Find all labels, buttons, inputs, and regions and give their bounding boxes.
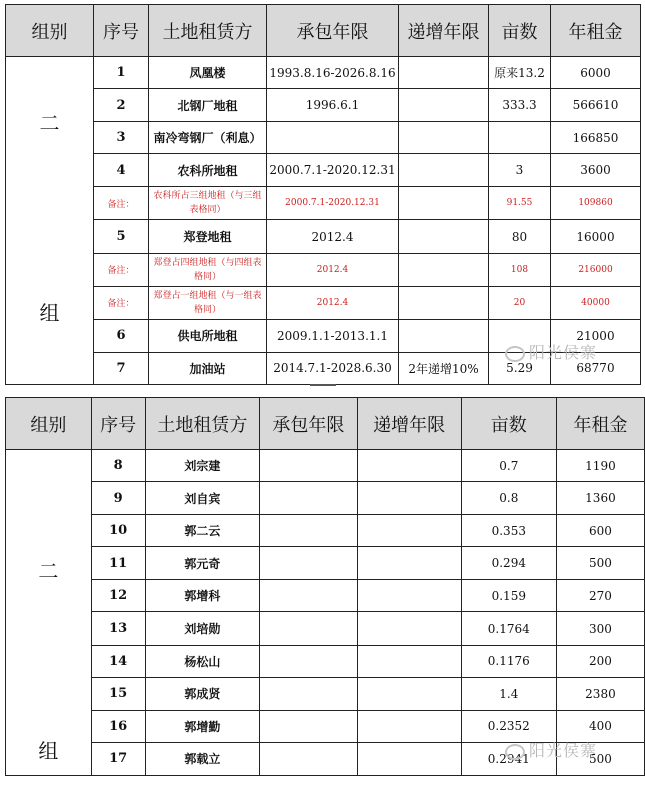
increase-term [357, 515, 461, 547]
row-number: 14 [91, 645, 145, 677]
table-header-row [6, 5, 641, 57]
annual-rent: 166850 [551, 122, 641, 154]
tenant-name: 刘宗建 [145, 450, 260, 482]
table-row [6, 220, 641, 253]
increase-term [399, 253, 489, 286]
land-lease-table-2 [5, 397, 645, 776]
column-header: 递增年限 [399, 5, 489, 57]
lease-term [260, 612, 357, 645]
column-header: 序号 [94, 5, 149, 57]
lease-term [260, 710, 357, 742]
increase-term [399, 89, 489, 122]
area-mu: 0.7 [461, 450, 556, 482]
annual-rent: 6000 [551, 57, 641, 89]
group-label-top: 二 [38, 559, 59, 583]
lease-term [260, 645, 357, 677]
area-mu: 原来13.2 [489, 57, 551, 89]
area-mu: 0.2352 [461, 710, 556, 742]
area-mu: 0.353 [461, 515, 556, 547]
table-row [6, 677, 645, 710]
tenant-name: 郭增勤 [145, 710, 260, 742]
annual-rent: 566610 [551, 89, 641, 122]
increase-term [357, 677, 461, 710]
land-lease-table-1 [5, 4, 641, 385]
area-mu: 0.8 [461, 482, 556, 515]
row-number: 备注： [94, 253, 149, 286]
increase-term [357, 580, 461, 612]
row-number: 9 [91, 482, 145, 515]
group-cell [6, 57, 94, 385]
column-header: 递增年限 [357, 398, 461, 450]
area-mu: 0.1176 [461, 645, 556, 677]
annual-rent: 600 [556, 515, 644, 547]
annual-rent: 3600 [551, 154, 641, 187]
increase-term [357, 547, 461, 580]
column-header: 承包年限 [267, 5, 399, 57]
row-number: 11 [91, 547, 145, 580]
row-number: 8 [91, 450, 145, 482]
tenant-name: 供电所地租 [149, 319, 267, 352]
group-label-bottom: 组 [38, 739, 59, 763]
tenant-name: 农科所占三组地租（与三组表格同） [149, 187, 267, 220]
table-header-row [6, 398, 645, 450]
lease-term [260, 742, 357, 775]
area-mu: 80 [489, 220, 551, 253]
row-number: 4 [94, 154, 149, 187]
increase-term [357, 612, 461, 645]
area-mu: 0.294 [461, 547, 556, 580]
tenant-name: 农科所地租 [149, 154, 267, 187]
increase-term [357, 742, 461, 775]
area-mu: 0.1764 [461, 612, 556, 645]
tenant-name: 杨松山 [145, 645, 260, 677]
lease-term [260, 515, 357, 547]
lease-term [260, 580, 357, 612]
tenant-name: 刘培勋 [145, 612, 260, 645]
column-header: 年租金 [556, 398, 644, 450]
annual-rent: 109860 [551, 187, 641, 220]
tenant-name: 凤凰楼 [149, 57, 267, 89]
tenant-name: 郑登占四组地租（与四组表格同） [149, 253, 267, 286]
wechat-icon [505, 744, 525, 760]
note-row [6, 187, 641, 220]
area-mu [489, 122, 551, 154]
table-row [6, 450, 645, 482]
lease-term [267, 122, 399, 154]
annual-rent: 300 [556, 612, 644, 645]
lease-term: 1993.8.16-2026.8.16 [267, 57, 399, 89]
note-row [6, 253, 641, 286]
area-mu: 0.159 [461, 580, 556, 612]
column-header: 土地租赁方 [149, 5, 267, 57]
increase-term [357, 482, 461, 515]
increase-term: 2年递增10% [399, 352, 489, 384]
row-number: 7 [94, 352, 149, 384]
lease-term: 2012.4 [267, 220, 399, 253]
increase-term [399, 286, 489, 319]
row-number: 13 [91, 612, 145, 645]
row-number: 1 [94, 57, 149, 89]
tenant-name: 郭二云 [145, 515, 260, 547]
column-header: 年租金 [551, 5, 641, 57]
lease-term [260, 547, 357, 580]
note-row [6, 286, 641, 319]
table-row [6, 57, 641, 89]
annual-rent: 400 [556, 710, 644, 742]
row-number: 备注： [94, 286, 149, 319]
area-mu: 20 [489, 286, 551, 319]
group-cell [6, 450, 92, 776]
area-mu: 3 [489, 154, 551, 187]
increase-term [399, 220, 489, 253]
annual-rent: 16000 [551, 220, 641, 253]
increase-term [399, 154, 489, 187]
increase-term [357, 710, 461, 742]
annual-rent: 40000 [551, 286, 641, 319]
annual-rent: 216000 [551, 253, 641, 286]
annual-rent: 1360 [556, 482, 644, 515]
increase-term [399, 57, 489, 89]
tenant-name: 北钢厂地租 [149, 89, 267, 122]
increase-term [357, 645, 461, 677]
tenant-name: 加油站 [149, 352, 267, 384]
row-number: 6 [94, 319, 149, 352]
group-label-top: 二 [39, 111, 60, 135]
area-mu: 91.55 [489, 187, 551, 220]
table-row [6, 580, 645, 612]
annual-rent: 68770 [551, 352, 641, 384]
tenant-name: 刘自宾 [145, 482, 260, 515]
area-mu: 5.29 [489, 352, 551, 384]
watermark [505, 340, 597, 363]
column-header: 亩数 [489, 5, 551, 57]
column-header: 土地租赁方 [145, 398, 260, 450]
tenant-name: 郭元奇 [145, 547, 260, 580]
row-number: 15 [91, 677, 145, 710]
column-header: 序号 [91, 398, 145, 450]
increase-term [399, 122, 489, 154]
lease-term: 2012.4 [267, 253, 399, 286]
table-row [6, 154, 641, 187]
tenant-name: 郑登占一组地租（与一组表格同） [149, 286, 267, 319]
tenant-name: 郭成贤 [145, 677, 260, 710]
lease-term: 2000.7.1-2020.12.31 [267, 154, 399, 187]
row-number: 备注： [94, 187, 149, 220]
page-divider [310, 384, 336, 386]
table-row [6, 89, 641, 122]
tenant-name: 郭增科 [145, 580, 260, 612]
lease-term: 2014.7.1-2028.6.30 [267, 352, 399, 384]
area-mu: 333.3 [489, 89, 551, 122]
annual-rent: 270 [556, 580, 644, 612]
annual-rent: 500 [556, 547, 644, 580]
annual-rent: 21000 [551, 319, 641, 352]
lease-term [260, 677, 357, 710]
row-number: 12 [91, 580, 145, 612]
increase-term [399, 187, 489, 220]
row-number: 10 [91, 515, 145, 547]
lease-term: 2000.7.1-2020.12.31 [267, 187, 399, 220]
table-row [6, 122, 641, 154]
tenant-name: 郑登地租 [149, 220, 267, 253]
lease-term: 2012.4 [267, 286, 399, 319]
annual-rent: 2380 [556, 677, 644, 710]
table-row [6, 645, 645, 677]
column-header: 组别 [6, 5, 94, 57]
column-header: 亩数 [461, 398, 556, 450]
row-number: 5 [94, 220, 149, 253]
lease-term [260, 482, 357, 515]
wechat-icon [505, 346, 525, 362]
annual-rent: 500 [556, 742, 644, 775]
watermark-text: 阳光侯寨 [529, 741, 598, 760]
area-mu: 0.2941 [461, 742, 556, 775]
row-number: 17 [91, 742, 145, 775]
increase-term [357, 450, 461, 482]
table-row [6, 515, 645, 547]
watermark-text: 阳光侯寨 [529, 343, 598, 362]
tenant-name: 郭载立 [145, 742, 260, 775]
tenant-name: 南冷弯钢厂（利息） [149, 122, 267, 154]
row-number: 16 [91, 710, 145, 742]
group-label-bottom: 组 [39, 301, 60, 325]
increase-term [399, 319, 489, 352]
area-mu: 1.4 [461, 677, 556, 710]
annual-rent: 200 [556, 645, 644, 677]
table-row [6, 612, 645, 645]
table-row [6, 482, 645, 515]
watermark [505, 738, 597, 761]
lease-term: 2009.1.1-2013.1.1 [267, 319, 399, 352]
area-mu: 108 [489, 253, 551, 286]
annual-rent: 1190 [556, 450, 644, 482]
column-header: 组别 [6, 398, 92, 450]
row-number: 2 [94, 89, 149, 122]
table-row [6, 547, 645, 580]
row-number: 3 [94, 122, 149, 154]
lease-term [260, 450, 357, 482]
column-header: 承包年限 [260, 398, 357, 450]
lease-term: 1996.6.1 [267, 89, 399, 122]
